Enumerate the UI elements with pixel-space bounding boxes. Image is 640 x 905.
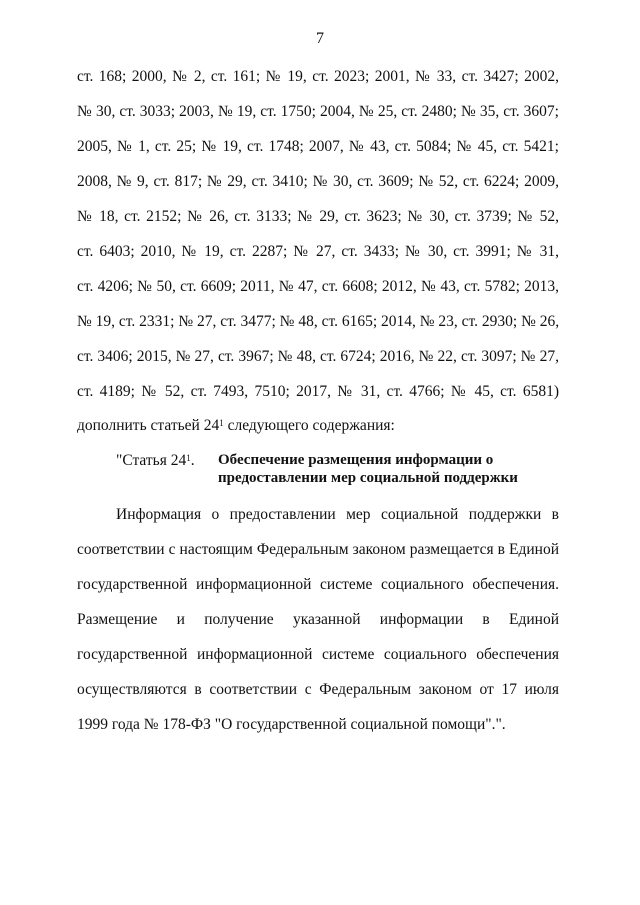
text-line: Размещение и получение указанной информации в Единой [77, 611, 559, 628]
superscript: 1 [186, 453, 191, 463]
text-line: государственной информационной системе социального обеспечения. [77, 576, 559, 593]
text-line: государственной информационной системе социального обеспечения [77, 646, 559, 663]
text-line: ст. 168; 2000, № 2, ст. 161; № 19, ст. 2023; 2001, № 33, ст. 3427; 2002, [77, 68, 559, 85]
article-label-text: "Статья 24 [116, 452, 187, 469]
supplement-text: дополнить статьей 24 [77, 417, 220, 434]
superscript: 1 [219, 418, 224, 428]
supplement-text-end: следующего содержания: [223, 417, 395, 434]
text-line: № 19, ст. 2331; № 27, ст. 3477; № 48, ст. 6165; 2014, № 23, ст. 2930; № 26, [77, 313, 560, 330]
text-line: ст. 4189; № 52, ст. 7493, 7510; 2017, № 31, ст. 4766; № 45, ст. 6581) [77, 383, 559, 400]
text-line: 2005, № 1, ст. 25; № 19, ст. 1748; 2007, № 43, ст. 5084; № 45, ст. 5421; [77, 138, 559, 155]
supplement-line [77, 416, 559, 436]
page-number: 7 [316, 30, 324, 47]
text-line: соответствии с настоящим Федеральным законом размещается в Единой [77, 541, 559, 558]
paragraph-first-line: Информация о предоставлении мер социальной поддержки в [116, 506, 559, 523]
text-line: № 18, ст. 2152; № 26, ст. 3133; № 29, ст. 3623; № 30, ст. 3739; № 52, [77, 208, 559, 225]
article-title-line: предоставлении мер социальной поддержки [218, 470, 518, 486]
article-title-line: Обеспечение размещения информации о [218, 452, 494, 468]
text-line: № 30, ст. 3033; 2003, № 19, ст. 1750; 2004, № 25, ст. 2480; № 35, ст. 3607; [77, 103, 559, 120]
article-label-dot: . [190, 452, 195, 469]
text-line-last: 1999 года № 178-ФЗ "О государственной социальной помощи".". [77, 716, 506, 733]
text-line: ст. 4206; № 50, ст. 6609; 2011, № 47, ст. 6608; 2012, № 43, ст. 5782; 2013, [77, 278, 559, 295]
text-line: ст. 3406; 2015, № 27, ст. 3967; № 48, ст. 6724; 2016, № 22, ст. 3097; № 27, [77, 348, 559, 365]
article-title [218, 451, 558, 487]
text-line: осуществляются в соответствии с Федеральным законом от 17 июля [77, 681, 559, 698]
article-label [116, 451, 195, 471]
text-line: 2008, № 9, ст. 817; № 29, ст. 3410; № 30, ст. 3609; № 52, ст. 6224; 2009, [77, 173, 559, 190]
text-line: ст. 6403; 2010, № 19, ст. 2287; № 27, ст. 3433; № 30, ст. 3991; № 31, [77, 243, 559, 260]
